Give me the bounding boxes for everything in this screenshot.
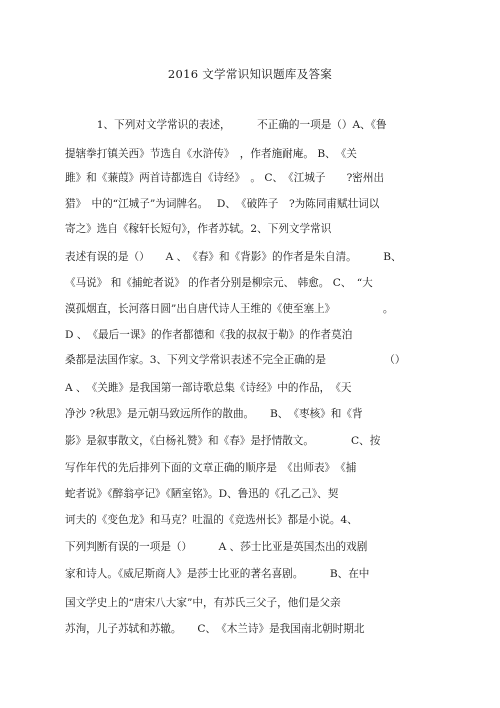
- text-line: 桑都是法国作家。3、下列文学常识表述不完全正确的是 （）: [65, 354, 406, 366]
- text-line: 漠孤烟直，长河落日圆”出自唐代诗人王维的《使至塞上》 。: [65, 303, 394, 315]
- text-line: 寄之》选自《稼轩长短句》，作者苏轼。2、下列文学常识: [65, 223, 332, 235]
- document-title: 2016 文学常识知识题库及答案: [167, 67, 333, 81]
- text-line: 写作年代的先后排列下面的文章正确的顺序是 《出师表》 《捕: [65, 462, 357, 474]
- text-line: 净沙 ?秋思》是元朝马致远所作的散曲。 B、 《枣核》和《背: [65, 408, 363, 420]
- text-line: 国文学史上的“唐宋八大家”中，有苏氏三父子，他们是父亲: [65, 597, 341, 609]
- text-line: 提辖拳打镇关西》节选自《水浒传》 ，作者施耐庵。 B、 《关: [65, 148, 357, 160]
- text-line: 诃夫的《变色龙》和马克？吐温的《竞选州长》都是小说。4、: [65, 514, 358, 526]
- text-line: 表述有误的是（） A 、 《春》和《背影》的作者是朱自清。 B、: [65, 251, 402, 263]
- text-line: 苏洵，儿子苏轼和苏辙。 C、 《木兰诗》是我国南北朝时期北: [65, 623, 365, 635]
- text-line: 雎》和《蒹葭》两首诗都选自《诗经》 。 C、 《江城子 ?密州出: [65, 172, 385, 184]
- text-line: 1、下列对文学常识的表述， 不正确的一项是（）A、《鲁: [65, 119, 387, 131]
- text-line: 影》是叙事散文，《白杨礼赞》和《春》是抒情散文。 C、按: [65, 435, 381, 447]
- text-line: A 、 《关雎》是我国第一部诗歌总集《诗经》中的作品， 《天: [65, 382, 352, 394]
- text-line: 下列判断有误的一项是（） A 、莎士比亚是英国杰出的戏剧: [65, 541, 368, 553]
- text-line: 《马说》 和《捕蛇者说》 的作者分别是柳宗元、 韩愈。 C、 “大: [65, 277, 373, 289]
- text-line: 家和诗人。《威尼斯商人》是莎士比亚的著名喜剧。 B、在中: [65, 568, 370, 580]
- text-line: 猎》 中的“江城子”为词牌名。 D、 《破阵子 ?为陈同甫赋壮词以: [65, 198, 380, 210]
- text-line: 蛇者说》《醉翁亭记》《陋室铭》。D、鲁迅的《孔乙己》、契: [65, 488, 339, 500]
- text-line: D 、 《最后一课》的作者都德和《我的叔叔于勒》的作者莫泊: [65, 329, 353, 341]
